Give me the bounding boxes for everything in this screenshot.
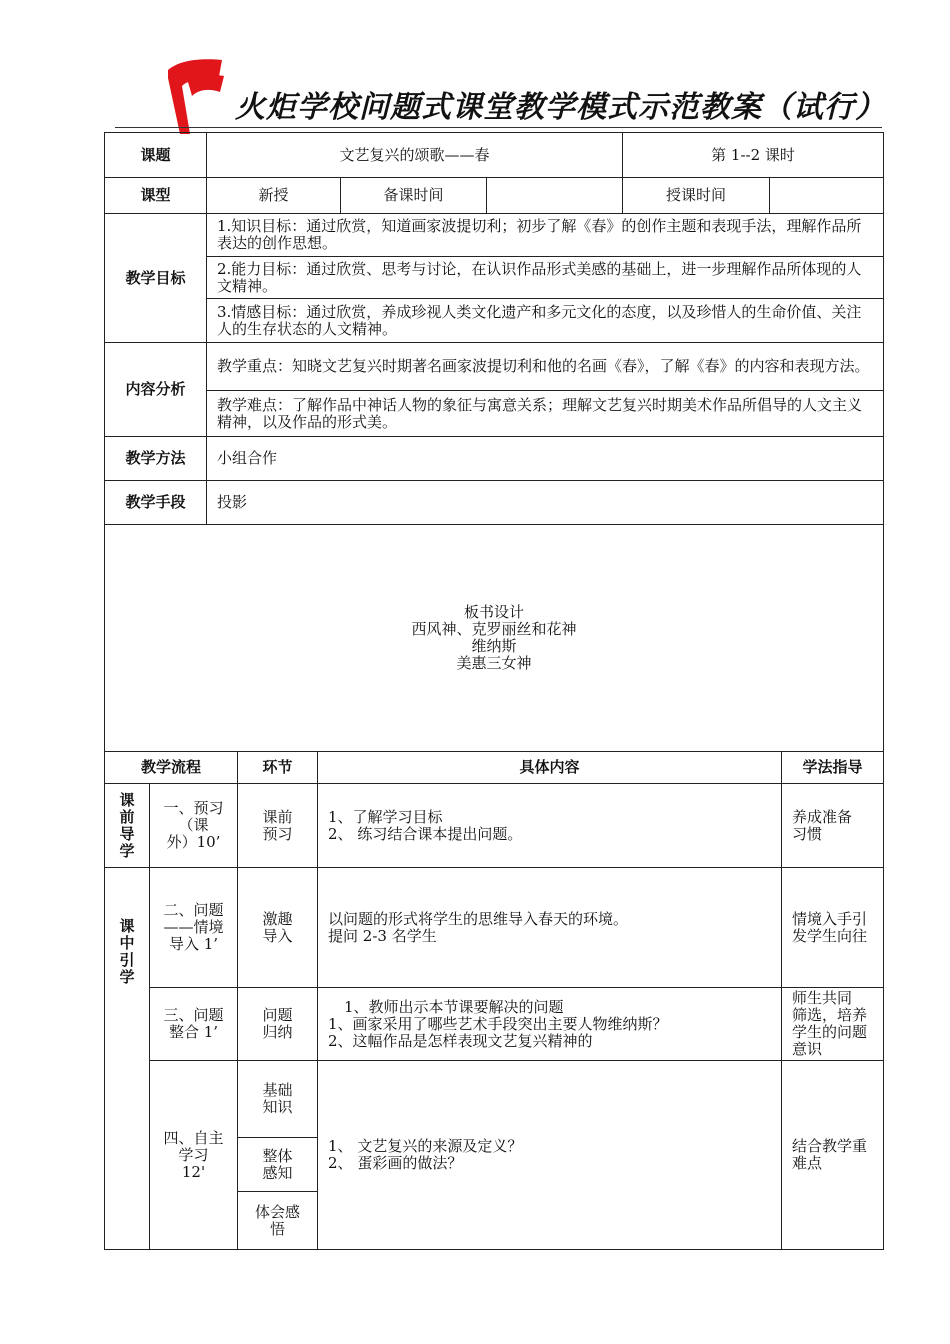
step-integration: 三、问题 整合 1’ [150, 988, 238, 1061]
board-line: 西风神、克罗丽丝和花神 [411, 620, 577, 638]
type-value: 新授 [207, 178, 341, 214]
goal-emotion: 3.情感目标：通过欣赏，养成珍视人类文化遗产和多元文化的态度，以及珍惜人的生命价值、关注人的生存状态的人文精神。 [207, 299, 884, 343]
pre-class-label: 课 前 导 学 [105, 784, 150, 868]
torch-flag-logo [160, 52, 240, 134]
topic-label: 课题 [105, 133, 207, 178]
analysis-key-point: 教学重点：知晓文艺复兴时期著名画家波提切利和他的名画《春》，了解《春》的内容和表现方法。 [207, 343, 884, 391]
step-self-study: 四、自主 学习 12' [150, 1061, 238, 1250]
goals-label: 教学目标 [105, 214, 207, 343]
board-line: 美惠三女神 [456, 654, 532, 672]
prep-time-value [487, 178, 623, 214]
method-label: 教学方法 [105, 437, 207, 481]
page-title: 火炬学校问题式课堂教学模式示范教案（试行） [235, 90, 886, 125]
lesson-info-table [104, 132, 884, 752]
guide-situation: 情境入手引 发学生向往 [782, 868, 884, 988]
header-guide: 学法指导 [782, 752, 884, 784]
board-design-title: 板书设计 [464, 603, 525, 621]
in-class-label: 课 中 引 学 [105, 868, 150, 1250]
link-situation: 激趣 导入 [238, 868, 318, 988]
step-preview: 一、预习 （课 外）10’ [150, 784, 238, 868]
board-line: 维纳斯 [471, 637, 517, 655]
guide-self-study: 结合教学重 难点 [782, 1061, 884, 1250]
teach-time-value [770, 178, 884, 214]
board-design [105, 525, 884, 752]
header [160, 52, 890, 134]
header-content: 具体内容 [318, 752, 782, 784]
header-link: 环节 [238, 752, 318, 784]
header-rule [115, 127, 882, 128]
prep-time-label: 备课时间 [341, 178, 487, 214]
process-table [104, 751, 884, 1250]
content-integration: 1、教师出示本节课要解决的问题 1、画家采用了哪些艺术手段突出主要人物维纳斯？ 2、这幅作品是怎样表现文艺复兴精神的 [318, 988, 782, 1061]
teach-time-label: 授课时间 [623, 178, 770, 214]
guide-preview: 养成准备 习惯 [782, 784, 884, 868]
period-value: 第 1--2 课时 [623, 133, 884, 178]
analysis-difficulty: 教学难点：了解作品中神话人物的象征与寓意关系；理解文艺复兴时期美术作品所倡导的人文主义精神，以及作品的形式美。 [207, 391, 884, 437]
means-value: 投影 [207, 481, 884, 525]
guide-integration: 师生共同 筛选，培养 学生的问题 意识 [782, 988, 884, 1061]
step-situation: 二、问题 ——情境 导入 1’ [150, 868, 238, 988]
content-preview: 1、了解学习目标 2、 练习结合课本提出问题。 [318, 784, 782, 868]
header-process: 教学流程 [105, 752, 238, 784]
link-basic-knowledge: 基础 知识 [238, 1061, 318, 1138]
means-label: 教学手段 [105, 481, 207, 525]
goal-ability: 2.能力目标：通过欣赏、思考与讨论，在认识作品形式美感的基础上，进一步理解作品所体现的人文精神。 [207, 257, 884, 299]
type-label: 课型 [105, 178, 207, 214]
topic-value: 文艺复兴的颂歌——春 [207, 133, 623, 178]
link-preview: 课前 预习 [238, 784, 318, 868]
link-experience: 体会感 悟 [238, 1192, 318, 1250]
goal-knowledge: 1.知识目标：通过欣赏，知道画家波提切利；初步了解《春》的创作主题和表现手法，理解作品所表达的创作思想。 [207, 214, 884, 257]
method-value: 小组合作 [207, 437, 884, 481]
link-integration: 问题 归纳 [238, 988, 318, 1061]
link-overall-perception: 整体 感知 [238, 1138, 318, 1192]
content-self-study: 1、 文艺复兴的来源及定义？ 2、 蛋彩画的做法？ [318, 1061, 782, 1250]
analysis-label: 内容分析 [105, 343, 207, 437]
content-situation: 以问题的形式将学生的思维导入春天的环境。 提问 2-3 名学生 [318, 868, 782, 988]
